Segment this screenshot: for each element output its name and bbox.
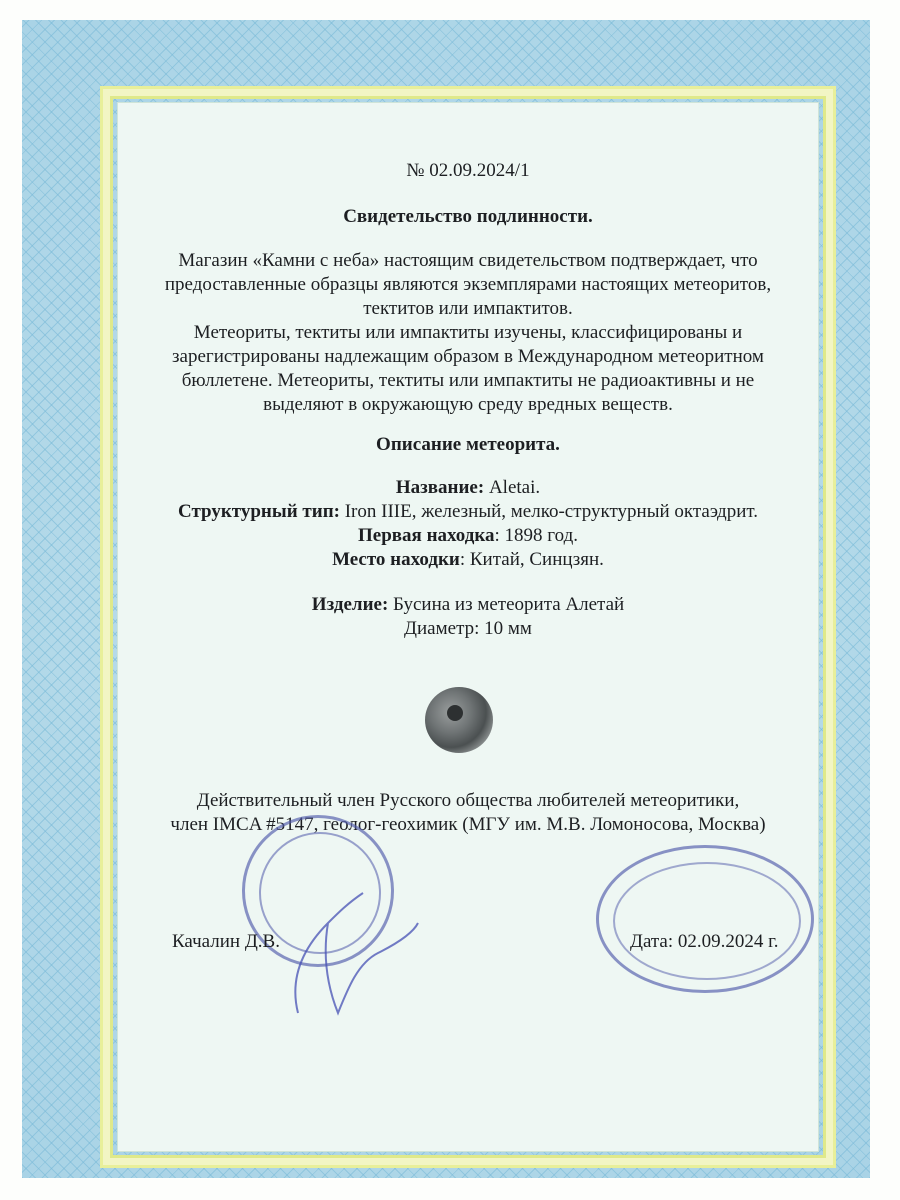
certificate-body xyxy=(117,102,819,1152)
field-value: Бусина из метеорита Алетай xyxy=(388,594,625,615)
membership-line: член IMCA #5147, геолог-геохимик (МГУ им. М.В. Ломоносова, Москва) xyxy=(170,814,766,835)
document-title: Свидетельство подлинности. xyxy=(343,206,593,227)
meteorite-bead-photo xyxy=(425,687,493,753)
intro-line: выделяют в окружающую среду вредных веществ. xyxy=(263,394,673,415)
field-find-place xyxy=(118,548,818,572)
bead-hole xyxy=(447,705,463,721)
society-seal-stamp xyxy=(596,845,814,993)
field-value: : Китай, Синцзян. xyxy=(459,549,604,570)
field-first-find xyxy=(118,524,818,548)
field-name xyxy=(118,476,818,500)
field-label: Место находки xyxy=(332,549,460,570)
field-item xyxy=(118,593,818,617)
field-diameter: Диаметр: 10 мм xyxy=(404,618,532,639)
handwritten-signature xyxy=(268,863,438,1033)
intro-line: предоставленные образцы являются экземплярами настоящих метеоритов, xyxy=(164,274,772,295)
field-value: Aletai. xyxy=(484,477,541,498)
intro-line: бюллетене. Метеориты, тектиты или импактиты не радиоактивны и не xyxy=(181,370,755,391)
membership-line: Действительный член Русского общества любителей метеоритики, xyxy=(196,790,740,811)
signer-name: Качалин Д.В. xyxy=(172,931,280,952)
field-value: Iron IIIE, железный, мелко-структурный октаэдрит. xyxy=(339,501,758,522)
field-structural-type xyxy=(118,500,818,524)
intro-line: Магазин «Камни с неба» настоящим свидетельством подтверждает, что xyxy=(178,250,758,271)
field-label: Изделие: xyxy=(311,594,389,615)
field-value: : 1898 год. xyxy=(494,525,578,546)
signature-date: Дата: 02.09.2024 г. xyxy=(630,931,779,952)
document-number: № 02.09.2024/1 xyxy=(406,160,530,181)
intro-line: зарегистрированы надлежащим образом в Международном метеоритном xyxy=(172,346,764,367)
intro-line: Метеориты, тектиты или импактиты изучены, классифицированы и xyxy=(193,322,743,343)
intro-line: тектитов или импактитов. xyxy=(363,298,573,319)
field-label: Структурный тип: xyxy=(177,501,340,522)
certificate-background xyxy=(22,20,870,1178)
description-heading: Описание метеорита. xyxy=(376,434,560,455)
field-label: Первая находка xyxy=(358,525,495,546)
field-label: Название: xyxy=(395,477,485,498)
